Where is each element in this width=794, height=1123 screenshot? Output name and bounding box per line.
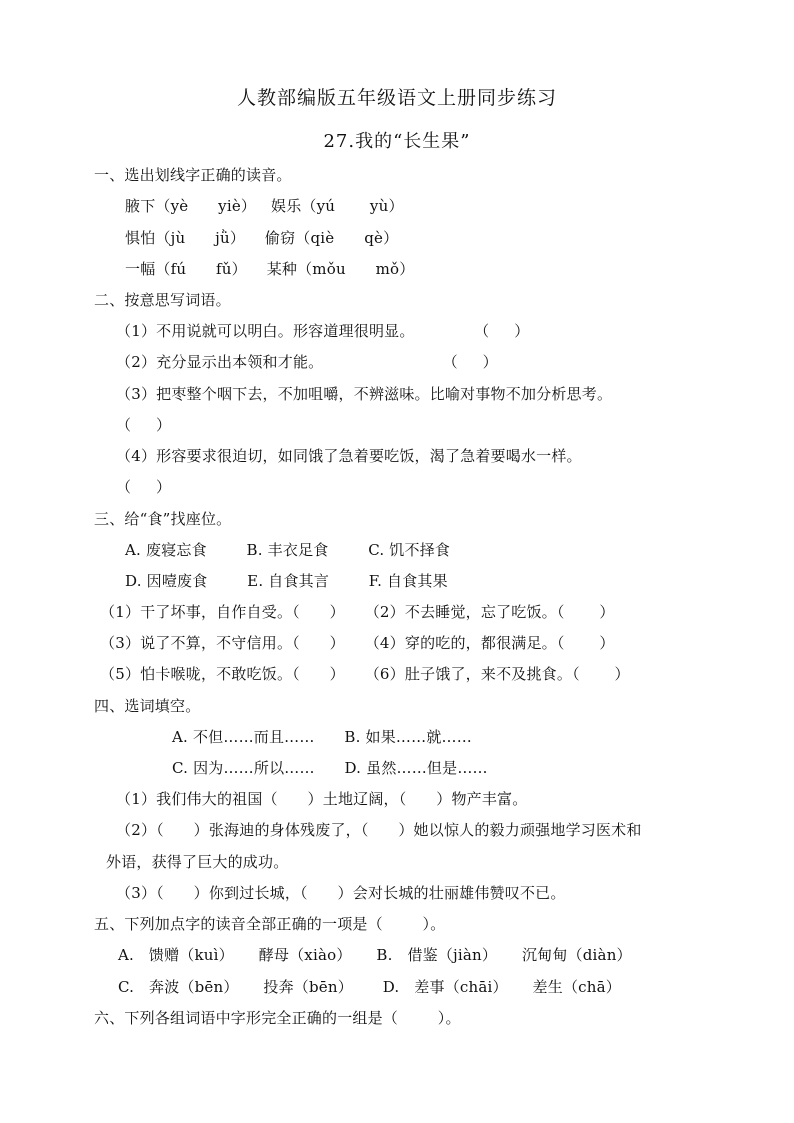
section-3-options: A. 废寝忘食 B. 丰衣足食 C. 饥不择食	[125, 541, 451, 559]
section-2-item: （2）充分显示出本领和才能。 （ ）	[116, 353, 498, 371]
section-2-answer-blank: （ ）	[116, 478, 172, 496]
section-3-heading: 三、给“食”找座位。	[94, 510, 232, 528]
lesson-title: 27.我的“长生果”	[323, 131, 471, 152]
section-2-answer-blank: （ ）	[116, 416, 172, 434]
section-5-options: A. 馈赠（kuì） 酵母（xiào） B. 借鉴（jiàn） 沉甸甸（diàn）	[118, 946, 632, 964]
section-3-item: （5）怕卡喉咙，不敢吃饭。（ ） （6）肚子饿了，来不及挑食。（ ）	[100, 665, 630, 683]
section-1-row: 一幅（fú fǔ） 某种（mǒu mǒ）	[125, 260, 415, 278]
section-4-item: （2）（ ）张海迪的身体残废了，（ ）她以惊人的毅力顽强地学习医术和	[116, 821, 642, 839]
section-2-item: （4）形容要求很迫切，如同饿了急着要吃饭，渴了急着要喝水一样。	[116, 447, 582, 465]
section-5-options: C. 奔波（bēn） 投奔（bēn） D. 差事（chāi） 差生（chā）	[118, 978, 621, 996]
section-2-item: （3）把枣整个咽下去，不加咀嚼，不辨滋味。比喻对事物不加分析思考。	[116, 385, 613, 403]
section-2-heading: 二、按意思写词语。	[94, 291, 231, 309]
section-2-item: （1）不用说就可以明白。形容道理很明显。 （ ）	[116, 322, 530, 340]
section-1-heading: 一、选出划线字正确的读音。	[94, 166, 292, 184]
section-4-options: C. 因为……所以…… D. 虽然……但是……	[172, 759, 488, 777]
section-1-row: 惧怕（jù jǜ） 偷窃（qiè qè）	[125, 229, 399, 247]
section-4-options: A. 不但……而且…… B. 如果……就……	[172, 728, 472, 746]
section-3-options: D. 因噎废食 E. 自食其言 F. 自食其果	[125, 572, 448, 590]
section-6-heading: 六、下列各组词语中字形完全正确的一组是（ ）。	[94, 1009, 461, 1027]
section-4-item-continued: 外语，获得了巨大的成功。	[106, 853, 289, 871]
section-1-row: 腋下（yè yiè） 娱乐（yú yù）	[125, 197, 404, 215]
section-3-item: （3）说了不算，不守信用。（ ） （4）穿的吃的，都很满足。（ ）	[100, 634, 615, 652]
page-title: 人教部编版五年级语文上册同步练习	[236, 87, 557, 109]
section-4-item: （3）（ ）你到过长城，（ ）会对长城的壮丽雄伟赞叹不已。	[116, 884, 566, 902]
section-3-item: （1）干了坏事，自作自受。（ ） （2）不去睡觉，忘了吃饭。（ ）	[100, 603, 615, 621]
section-4-heading: 四、选词填空。	[94, 697, 201, 715]
section-4-item: （1）我们伟大的祖国（ ）土地辽阔，（ ）物产丰富。	[116, 790, 528, 808]
section-5-heading: 五、下列加点字的读音全部正确的一项是（ ）。	[94, 915, 446, 933]
